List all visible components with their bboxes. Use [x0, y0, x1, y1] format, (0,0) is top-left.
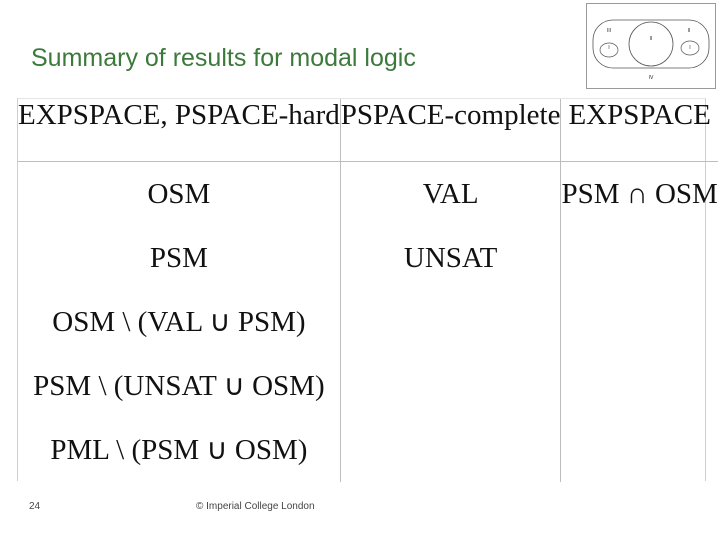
thumb-label-1: III	[606, 28, 612, 34]
header-pspace-complete: PSPACE-complete	[340, 99, 561, 162]
class-item: OSM \ (VAL ∪ PSM)	[52, 306, 306, 338]
results-table	[18, 99, 718, 482]
class-item: VAL	[422, 178, 479, 210]
page-number: 24	[29, 501, 41, 512]
thumb-label-5: I	[689, 45, 691, 51]
diagram-thumbnail	[586, 3, 716, 89]
header-expspace: EXPSPACE	[561, 99, 718, 162]
column-expspace-pspace-hard	[18, 162, 340, 483]
thumb-label-2: II	[649, 36, 653, 42]
thumb-label-4: II	[687, 28, 691, 34]
header-expspace-pspace-hard: EXPSPACE, PSPACE-hard	[18, 99, 340, 162]
class-item: UNSAT	[403, 242, 498, 274]
column-pspace-complete	[340, 162, 561, 483]
class-item: OSM	[147, 178, 211, 210]
table-row	[18, 162, 718, 483]
slide-title: Summary of results for modal logic	[31, 44, 416, 72]
class-item: PML \ (PSM ∪ OSM)	[50, 434, 308, 466]
thumb-label-3: I	[608, 45, 610, 51]
diagram-thumbnail-drawing	[587, 4, 715, 88]
class-item: PSM \ (UNSAT ∪ OSM)	[33, 370, 325, 402]
column-expspace	[561, 162, 718, 483]
class-item: PSM	[149, 242, 208, 274]
thumb-label-6: IV	[648, 75, 654, 81]
copyright-notice: © Imperial College London	[196, 501, 315, 512]
table-header-row	[18, 99, 718, 162]
results-table-frame	[17, 98, 718, 481]
class-item: PSM ∩ OSM	[561, 178, 718, 210]
